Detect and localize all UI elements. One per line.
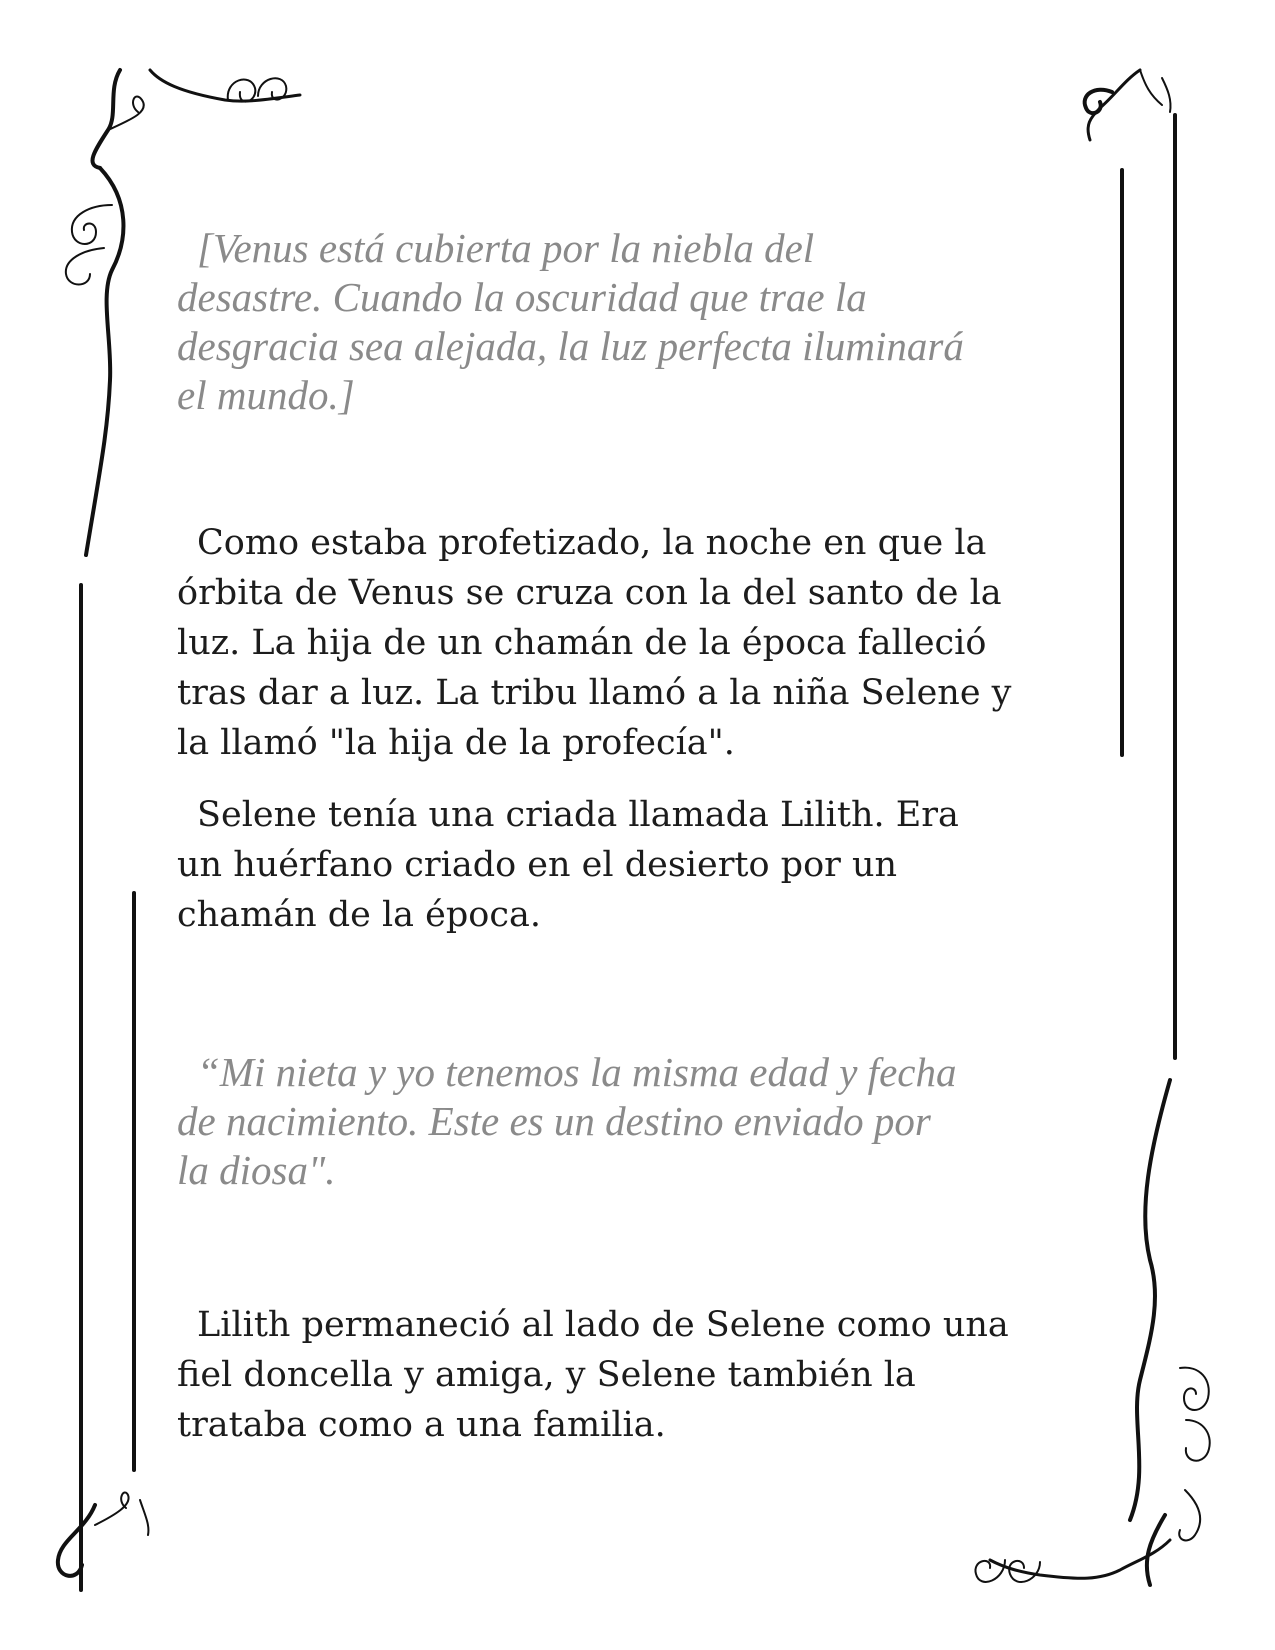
- paragraph-lilith-intro: [177, 790, 1097, 940]
- text-line: el mundo.]: [177, 372, 355, 418]
- text-line: trataba como a una familia.: [177, 1405, 666, 1445]
- prophecy-quote: [177, 224, 1097, 420]
- text-line: desastre. Cuando la oscuridad que trae la: [177, 274, 867, 320]
- text-line: [Venus está cubierta por la niebla del: [197, 225, 815, 271]
- text-line: de nacimiento. Este es un destino enviado por: [177, 1098, 931, 1144]
- text-line: Lilith permaneció al lado de Selene como una: [197, 1305, 1009, 1345]
- text-line: “Mi nieta y yo tenemos la misma edad y fecha: [197, 1049, 957, 1095]
- text-line: desgracia sea alejada, la luz perfecta iluminará: [177, 323, 964, 369]
- bottom-left-flourish: [58, 1492, 149, 1575]
- text-line: la diosa".: [177, 1147, 336, 1193]
- paragraph-prophecy-fulfilled: [177, 518, 1097, 768]
- text-line: la llamó "la hija de la profecía".: [177, 723, 735, 763]
- text-line: tras dar a luz. La tribu llamó a la niña Selene y: [177, 673, 1012, 713]
- text-line: un huérfano criado en el desierto por un: [177, 845, 898, 885]
- top-right-flourish: [1085, 70, 1175, 1058]
- text-line: órbita de Venus se cruza con la del santo de la: [177, 573, 1002, 613]
- paragraph-lilith-loyalty: [177, 1300, 1097, 1450]
- text-line: Como estaba profetizado, la noche en que la: [197, 523, 987, 563]
- text-line: Selene tenía una criada llamada Lilith. Era: [197, 795, 959, 835]
- text-line: chamán de la época.: [177, 895, 541, 935]
- text-line: luz. La hija de un chamán de la época falleció: [177, 623, 987, 663]
- text-line: fiel doncella y amiga, y Selene también la: [177, 1355, 916, 1395]
- shaman-quote: [177, 1048, 1097, 1195]
